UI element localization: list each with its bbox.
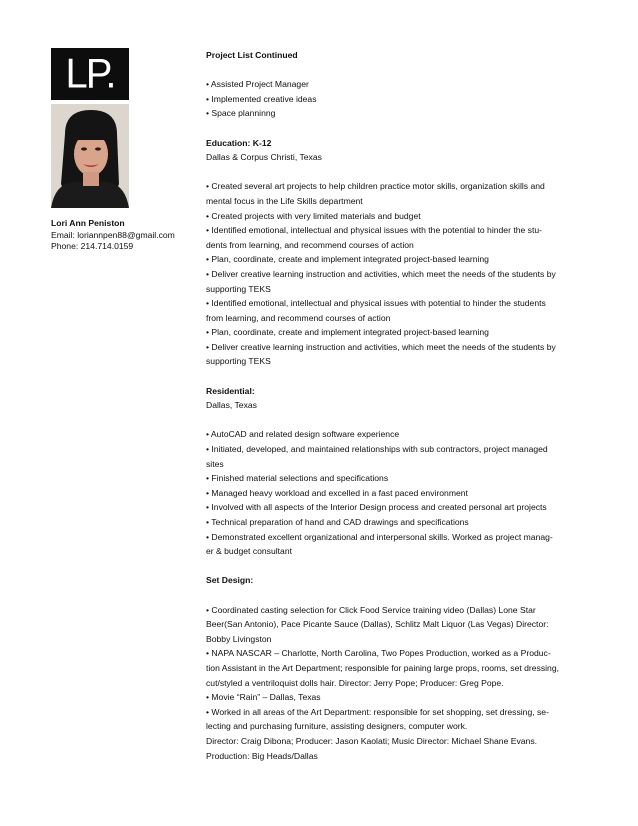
list-item: • Worked in all areas of the Art Department: responsible for set shopping, set dressing, se-: [206, 706, 549, 717]
list-item: lecting and purchasing furniture, assisting designers, computer work.: [206, 721, 468, 732]
section-location: Dallas, Texas: [206, 400, 257, 411]
list-item: • Demonstrated excellent organizational and interpersonal skills. Worked as project manag-: [206, 531, 553, 542]
lp-logo: [51, 48, 129, 100]
list-item: Director: Craig Dibona; Producer: Jason Kaolati; Music Director: Michael Shane Evans.: [206, 735, 538, 746]
section-heading: Residential:: [206, 385, 255, 396]
list-item: mental focus in the Life Skills department: [206, 195, 363, 206]
contact-info: [51, 218, 175, 253]
list-item: • Implemented creative ideas: [206, 93, 317, 104]
list-item: Beer(San Antonio), Pace Picante Sauce (Dallas), Schlitz Malt Liquor (Las Vegas) Director:: [206, 619, 549, 630]
list-item: • Created several art projects to help children practice motor skills, organization skills and: [206, 181, 545, 192]
list-item: • Space planninng: [206, 108, 276, 119]
list-item: • Technical preparation of hand and CAD drawings and specifications: [206, 517, 469, 527]
logo-text: LP.: [65, 50, 115, 97]
list-item: • Plan, coordinate, create and implement integrated project-based learning: [206, 254, 489, 265]
list-item: sites: [206, 458, 224, 469]
list-item: • Finished material selections and specifications: [206, 473, 389, 484]
email-text: Email: loriannpen88@gmail.com: [51, 229, 175, 240]
list-item: • AutoCAD and related design software experience: [206, 429, 400, 440]
list-item: • Plan, coordinate, create and implement integrated project-based learning: [206, 327, 489, 338]
section-heading: Set Design:: [206, 575, 254, 586]
profile-photo: [51, 104, 129, 208]
section-heading: Education: K-12: [206, 137, 272, 148]
list-item: Production: Big Heads/Dallas: [206, 750, 318, 761]
list-item: cut/styled a ventriloquist dolls hair. Director: Jerry Pope; Producer: Greg Pope.: [206, 677, 504, 688]
list-item: Bobby Livingston: [206, 633, 272, 644]
list-item: • Movie “Rain” – Dallas, Texas: [206, 692, 321, 703]
person-name: Lori Ann Peniston: [51, 218, 125, 228]
list-item: • Created projects with very limited materials and budget: [206, 210, 421, 221]
list-item: • NAPA NASCAR – Charlotte, North Carolina, Two Popes Production, worked as a Produc-: [206, 648, 551, 659]
list-item: • Identified emotional, intellectual and physical issues with the potential to hinder the stu-: [206, 225, 542, 236]
list-item: • Initiated, developed, and maintained relationships with sub contractors, project managed: [206, 444, 548, 455]
section-heading: Project List Continued: [206, 50, 298, 60]
section-location: Dallas & Corpus Christi, Texas: [206, 152, 322, 163]
list-item: • Assisted Project Manager: [206, 79, 309, 90]
list-item: dents from learning, and recommend courses of action: [206, 239, 414, 250]
list-item: • Involved with all aspects of the Interior Design process and created personal art projects: [206, 502, 547, 513]
phone-text: Phone: 214.714.0159: [51, 241, 134, 252]
list-item: supporting TEKS: [206, 356, 271, 367]
list-item: supporting TEKS: [206, 283, 271, 294]
list-item: tion Assistant in the Art Department; responsible for paining large props, rooms, set dressing,: [206, 662, 560, 673]
list-item: • Coordinated casting selection for Click Food Service training video (Dallas) Lone Star: [206, 604, 536, 615]
list-item: from learning, and recommend courses of action: [206, 312, 391, 323]
list-item: • Identified emotional, intellectual and physical issues with potential to hinder the students: [206, 298, 546, 309]
list-item: • Deliver creative learning instruction and activities, which meet the needs of the students by: [206, 268, 556, 279]
list-item: • Managed heavy workload and excelled in a fast paced environment: [206, 487, 468, 498]
list-item: er & budget consultant: [206, 546, 292, 557]
resume-body: [206, 48, 601, 763]
list-item: • Deliver creative learning instruction and activities, which meet the needs of the students by: [206, 341, 556, 352]
